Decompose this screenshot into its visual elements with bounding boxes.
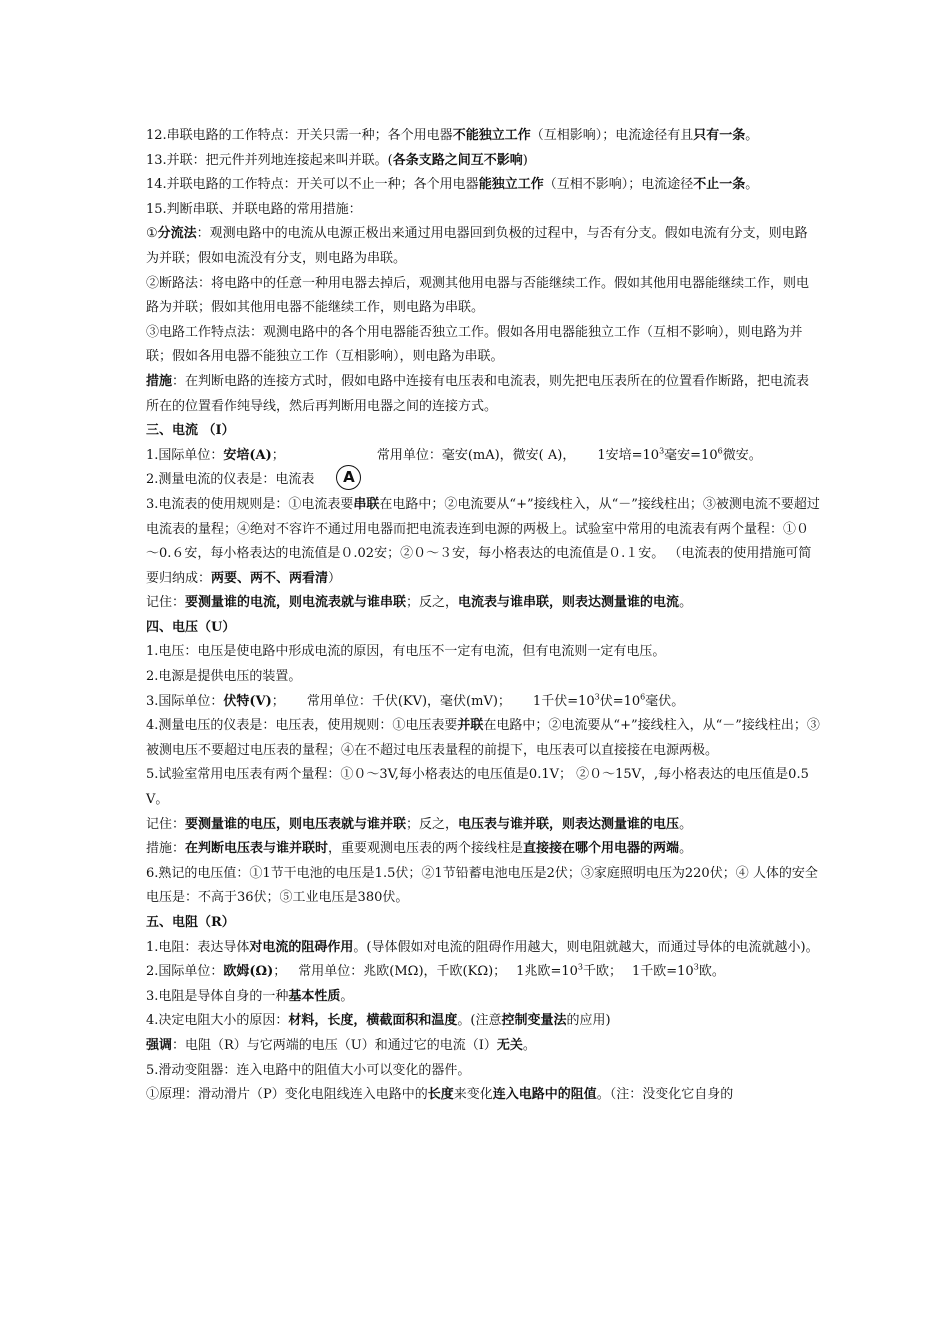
section-current-heading: 三、电流 （I） bbox=[146, 423, 235, 439]
voltmeter-rules: 4.测量电压的仪表是：电压表，使用规则：①电压表要并联在电路中；②电流要从“+”接线柱入，从“－”接线柱出；③被测电压不要超过电压表的量程；④在不超过电压表量程的前提下，电压表可以直接接在电源两极。 bbox=[146, 718, 820, 758]
voltage-units: 3.国际单位：伏特(V)； 常用单位：千伏(KV)，毫伏(mV)； 1千伏$=10^3$伏$=10^6$毫伏。 bbox=[146, 692, 685, 709]
method-working-feature: ③电路工作特点法：观测电路中的各个用电器能否独立工作。假如各用电器能独立工作（互相不影响），则电路为并联；假如各用电器不能独立工作（互相影响），则电路为串联。 bbox=[146, 324, 803, 365]
ammeter-remember: 记住：要测量谁的电流，则电流表就与谁串联；反之，电流表与谁串联，则表达测量谁的电流。 bbox=[146, 595, 693, 611]
ammeter-line: 2.测量电流的仪表是：电流表 A bbox=[146, 468, 820, 493]
voltage-definition: 1.电压：电压是使电路中形成电流的原因，有电压不一定有电流，但有电流则一定有电压。 bbox=[146, 644, 666, 660]
method-open-circuit: ②断路法：将电路中的任意一种用电器去掉后，观测其他用电器与否能继续工作。假如其他用电器能继续工作，则电路为并联；假如其他用电器不能继续工作，则电路为串联。 bbox=[146, 275, 810, 316]
resistance-factors: 4.决定电阻大小的原因：材料，长度，横截面积和温度。(注意控制变量法的应用) bbox=[146, 1013, 611, 1029]
ammeter-rules: 3.电流表的使用规则是：①电流表要串联在电路中；②电流要从“+”接线柱入，从“－”接线柱出；③被测电流不要超过电流表的量程；④绝对不容许不通过用电器而把电流表连到电源的两极上。试验室中常用的电流表有两个量程：①０～0.６安，每小格表达的电流值是０.02安；②０～３安，每小格表达的电流值是０.１安。 （电流表的使用措施可简要归纳成：两要、两不、两看清） bbox=[146, 496, 820, 586]
parallel-definition: 13.并联：把元件并列地连接起来叫并联。(各条支路之间互不影响) bbox=[146, 152, 528, 168]
document-body bbox=[146, 124, 820, 1108]
voltmeter-method: 措施：在判断电压表与谁并联时，重要观测电压表的两个接线柱是直接接在哪个用电器的两端。 bbox=[146, 841, 693, 857]
current-units: 1.国际单位：安培(A)； 常用单位：毫安(mA)，微安( A)， 1安培$=10^3$毫安$=10^6$微安。 bbox=[146, 446, 762, 463]
voltage-source: 2.电源是提供电压的装置。 bbox=[146, 669, 302, 685]
judging-methods-title: 15.判断串联、并联电路的常用措施： bbox=[146, 201, 362, 217]
resistance-property: 3.电阻是导体自身的一种基本性质。 bbox=[146, 988, 354, 1004]
section-voltage-heading: 四、电压（U） bbox=[146, 619, 236, 635]
resistance-emphasis: 强调：电阻（R）与它两端的电压（U）和通过它的电流（I）无关。 bbox=[146, 1037, 536, 1053]
measure-note: 措施：在判断电路的连接方式时，假如电路中连接有电压表和电流表，则先把电压表所在的位置看作断路，把电流表所在的位置看作纯导线，然后再判断用电器之间的连接方式。 bbox=[146, 373, 810, 414]
voltage-values: 6.熟记的电压值：①1节干电池的电压是1.5伏；②1节铅蓄电池电压是2伏；③家庭照明电压为220伏；④ 人体的安全电压是：不高于36伏；⑤工业电压是380伏。 bbox=[146, 865, 818, 906]
rheostat-definition: 5.滑动变阻器：连入电路中的阻值大小可以变化的器件。 bbox=[146, 1062, 471, 1078]
resistance-units: 2.国际单位：欧姆(Ω)； 常用单位：兆欧(MΩ)，千欧(KΩ)； 1兆欧$=10^3$千欧； 1千欧$=10^3$欧。 bbox=[146, 962, 725, 980]
voltmeter-remember: 记住：要测量谁的电压，则电压表就与谁并联；反之，电压表与谁并联，则表达测量谁的电压。 bbox=[146, 816, 693, 832]
resistance-definition: 1.电阻：表达导体对电流的阻碍作用。(导体假如对电流的阻碍作用越大，则电阻就越大，而通过导体的电流就越小)。 bbox=[146, 939, 819, 955]
section-resistance-heading: 五、电阻（R） bbox=[146, 915, 235, 930]
method-current-split: ①分流法：观测电路中的电流从电源正极出来通过用电器回到负极的过程中，与否有分支。假如电流有分支，则电路为并联；假如电流没有分支，则电路为串联。 bbox=[146, 226, 808, 266]
voltmeter-ranges: 5.试验室常用电压表有两个量程：①０～3V,每小格表达的电压值是0.1V； ②０～15V，,每小格表达的电压值是0.5V。 bbox=[146, 767, 809, 808]
rheostat-principle: ①原理：滑动滑片（P）变化电阻线连入电路中的长度来变化连入电路中的阻值。（注：没变化它自身的 bbox=[146, 1087, 734, 1103]
series-circuit-features: 12.串联电路的工作特点：开关只需一种；各个用电器不能独立工作（互相影响）；电流途径有且只有一条。 bbox=[146, 128, 759, 143]
parallel-circuit-features: 14.并联电路的工作特点：开关可以不止一种；各个用电器能独立工作（互相不影响）；电流途径不止一条。 bbox=[146, 177, 759, 193]
ammeter-icon: A bbox=[336, 465, 361, 490]
